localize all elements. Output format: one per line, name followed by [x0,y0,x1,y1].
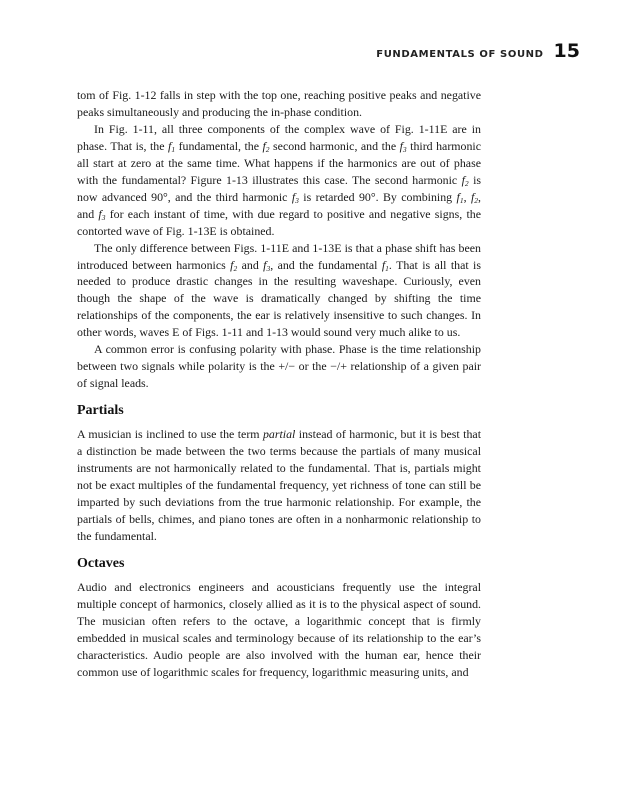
section-heading-octaves: Octaves [77,555,125,571]
page-number: 15 [553,40,580,62]
text-run: is retarded 90°. By combining [298,189,457,204]
section-heading-partials: Partials [77,403,124,419]
text-run: , and [77,189,481,221]
symbol-f1: $f_1$ [168,138,176,154]
symbol-f1: $f_1$ [381,257,389,273]
paragraph-continuation: tom of Fig. 1-12 falls in step with the top one, reaching positive peaks and negative peaks simultaneously and producing the in-phase condition. [77,88,481,119]
text-run: and [237,257,264,272]
text-run: instead of harmonic, but it is best that a distinction be made between the two terms because the partials of many musical instruments are not harmonically related to the fundamental. That is, partials might not be exact multiples of the fundamental frequency, yet richness of tone can still be imparted by such deviations from the true harmonic relationship. For example, the partials of bells, chimes, and piano tones are often in a nonharmonic relationship to the fundamental. [77,427,481,543]
paragraph-partials [77,426,481,545]
body-text [77,87,481,681]
text-run: fundamental, the [175,138,263,153]
text-run: for each instant of time, with due regard to positive and negative signs, the contorted wave of Fig. 1-13E is obtained. [77,206,481,238]
text-run: , [463,189,471,204]
text-run: In Fig. 1-11, all three components of the complex wave of Fig. 1-11E are in phase. That is, the [77,121,481,153]
text-run: is now advanced 90°, and the third harmonic [77,172,481,204]
running-head [360,40,580,62]
paragraph-phase-example [77,121,481,240]
text-run: second harmonic, and the [269,138,400,153]
symbol-f2: $f_2$ [470,189,479,205]
symbol-f3: $f_3$ [399,138,407,154]
symbol-f2: $f_2$ [262,138,270,154]
paragraph-polarity: A common error is confusing polarity with phase. Phase is the time relationship between two signals while polarity is the +/− or the −/+ relationship of a given pair of signal leads. [77,342,481,391]
symbol-f2: $f_2$ [230,257,238,273]
term-partial: partial [262,427,296,442]
running-head-title: FUNDAMENTALS OF SOUND [376,49,544,60]
text-run: third harmonic all start at zero at the same time. What happens if the harmonics are out of phase with the fundamental? Figure 1-13 illustrates this case. The second harmonic [77,138,481,187]
symbol-f3: $f_3$ [98,206,106,222]
symbol-f3: $f_3$ [263,257,271,273]
paragraph-phase-shift [77,240,481,342]
text-run: , and the fundamental [270,257,382,272]
symbol-f1: $f_1$ [456,189,464,205]
text-run: . That is all that is needed to produce drastic changes in the resulting waveshape. Curiously, even though the shape of the wave is dramatically changed by shifting the time relationships of the components, the ear is relatively insensitive to such changes. In other words, waves E of Figs. 1-11 and 1-13 would sound very much alike to us. [77,257,481,340]
text-run: The only difference between Figs. 1-11E and 1-13E is that a phase shift has been introduced between harmonics [77,240,481,272]
text-run: A musician is inclined to use the term [77,427,263,442]
symbol-f3: $f_3$ [291,189,299,205]
symbol-f2: $f_2$ [461,172,469,188]
paragraph-octaves: Audio and electronics engineers and acousticians frequently use the integral multiple concept of harmonics, closely allied as it is to the physical aspect of sound. The musician often refers to the octave, a logarithmic concept that is firmly embedded in musical scales and terminology because of its relationship to the ear’s characteristics. Audio people are also involved with the human ear, hence their common use of logarithmic scales for frequency, logarithmic measuring units, and [77,579,481,679]
